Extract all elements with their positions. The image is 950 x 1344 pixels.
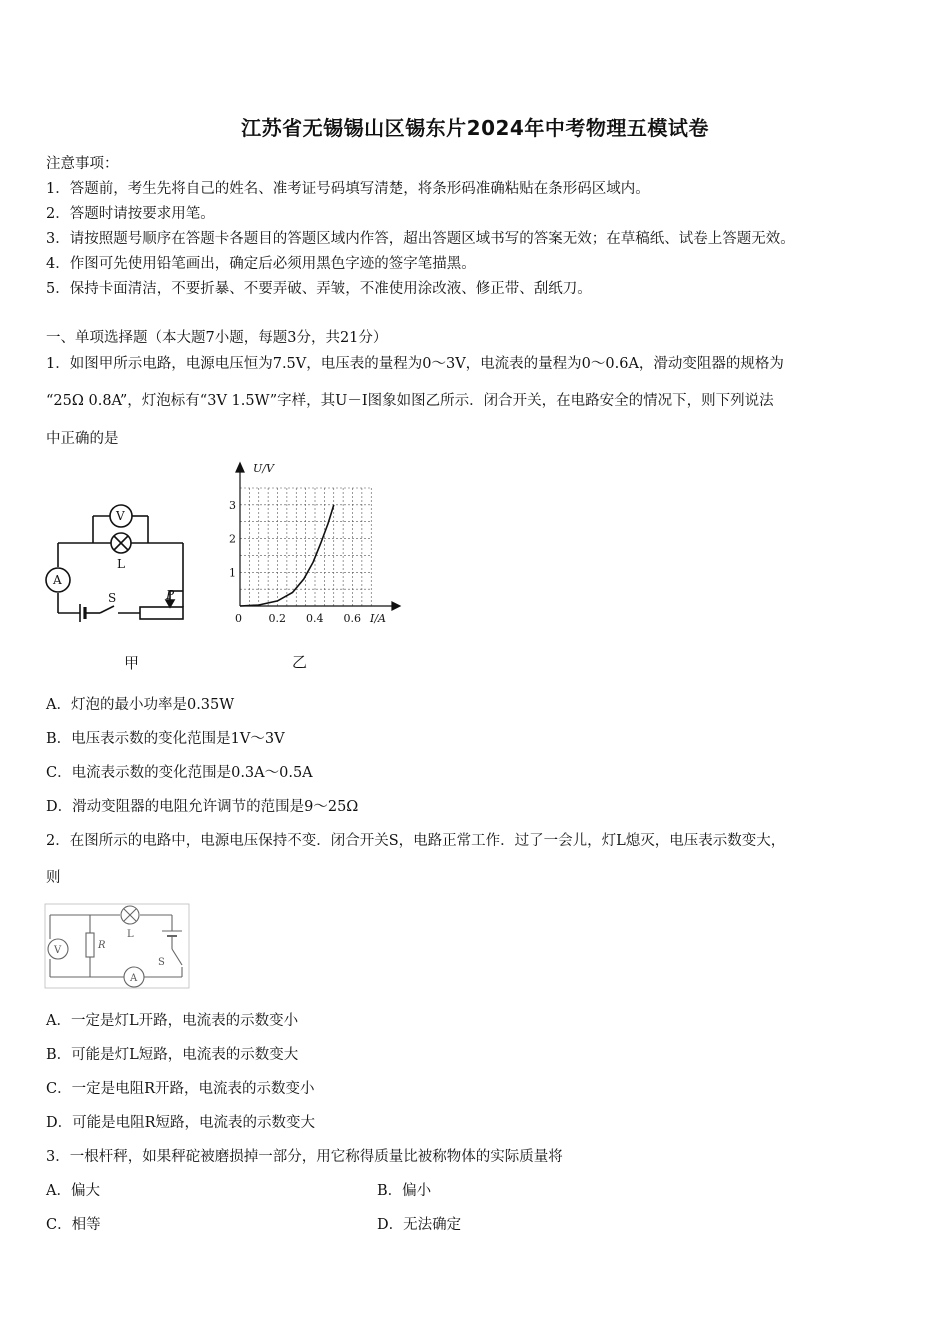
q1-option-a[interactable]: A．灯泡的最小功率是0.35W [46,697,235,713]
x-tick-label: 0.6 [343,612,361,625]
q2-option-b[interactable]: B．可能是灯L短路，电流表的示数变大 [46,1047,299,1063]
notice-item: 4．作图可先使用铅笔画出，确定后必须用黑色字迹的签字笔描黑。 [46,256,476,272]
graph-grid [240,488,371,606]
q2-option-c[interactable]: C．一定是电阻R开路，电流表的示数变小 [46,1081,315,1097]
origin-label: 0 [235,612,242,625]
voltmeter-label: V [54,945,62,956]
q3-option-b[interactable]: B．偏小 [377,1183,432,1199]
q3-option-d[interactable]: D．无法确定 [377,1217,462,1233]
q1-circuit-figure [40,495,200,685]
q3-stem: 3．一根杆秤，如果秤砣被磨损掉一部分，用它称得质量比被称物体的实际质量将 [46,1149,563,1165]
lamp-label: L [127,929,134,940]
y-tick-label: 1 [229,566,236,580]
notice-heading: 注意事项： [46,156,119,172]
resistor-label: R [98,940,106,951]
notice-item: 2．答题时请按要求用笔。 [46,206,215,222]
y-tick-label: 2 [229,532,236,546]
graph-axes [236,463,400,610]
notice-item: 5．保持卡面清洁，不要折暴、不要弄破、弄皱，不准使用涂改液、修正带、刮纸刀。 [46,281,592,297]
q1-stem-line: “25Ω 0.8A”，灯泡标有“3V 1.5W”字样，其U－I图象如图乙所示．闭合开关，在电路安全的情况下，则下列说法 [46,393,774,409]
y-tick-label: 3 [229,498,236,512]
switch-label: S [158,957,165,968]
ui-graph-svg [222,458,402,673]
q1-ui-graph [222,458,402,673]
notice-item: 3．请按照题号顺序在答题卡各题目的答题区域内作答，超出答题区域书写的答案无效；在草稿纸、试卷上答题无效。 [46,231,795,247]
x-axis-label: I/A [370,612,386,625]
ammeter-label: A [130,973,138,984]
figure-caption-a: 甲 [124,654,140,672]
ammeter-label: A [53,573,62,587]
q1-option-c[interactable]: C．电流表示数的变化范围是0.3A～0.5A [46,765,313,781]
q2-option-a[interactable]: A．一定是灯L开路，电流表的示数变小 [46,1013,299,1029]
rheostat-symbol [140,607,183,619]
q2-stem-line: 2．在图所示的电路中，电源电压保持不变．闭合开关S，电路正常工作．过了一会儿，灯L熄灭，电压表示数变大， [46,833,786,849]
lamp-label: L [117,557,125,571]
resistor-symbol [86,933,94,957]
notice-item: 1．答题前，考生先将自己的姓名、准考证号码填写清楚，将条形码准确粘贴在条形码区域内。 [46,181,650,197]
q1-stem-line: 中正确的是 [46,431,119,447]
q2-stem-line: 则 [46,870,61,886]
q1-option-d[interactable]: D．滑动变阻器的电阻允许调节的范围是9～25Ω [46,799,359,815]
figure-caption-b: 乙 [292,653,308,671]
q2-circuit-figure [44,903,190,989]
q1-stem-line: 1．如图甲所示电路，电源电压恒为7.5V，电压表的量程为0～3V，电流表的量程为0～0.6A，滑动变阻器的规格为 [46,356,784,372]
x-tick-label: 0.2 [268,612,286,625]
q2-option-d[interactable]: D．可能是电阻R短路，电流表的示数变大 [46,1115,316,1131]
section-heading: 一、单项选择题（本大题7小题，每题3分，共21分） [46,330,388,346]
slider-label: P [166,588,175,602]
switch-label: S [108,591,117,605]
q1-option-b[interactable]: B．电压表示数的变化范围是1V～3V [46,731,285,747]
page-title: 江苏省无锡锡山区锡东片2024年中考物理五模试卷 [241,116,709,140]
voltmeter-label: V [116,509,125,523]
x-tick-label: 0.4 [306,612,324,625]
y-axis-label: U/V [253,462,274,475]
q3-option-a[interactable]: A．偏大 [46,1183,100,1199]
q3-option-c[interactable]: C．相等 [46,1217,101,1233]
